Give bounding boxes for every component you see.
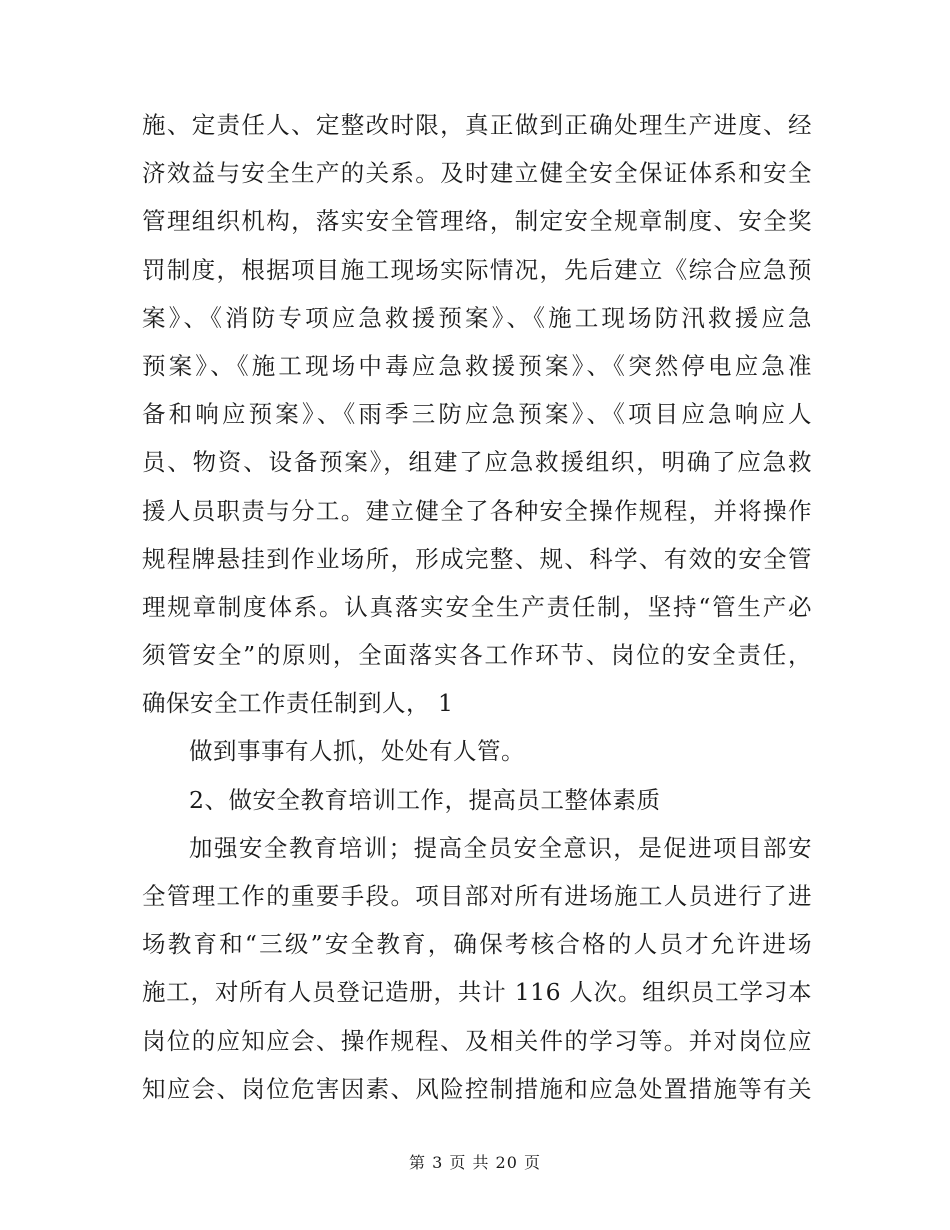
text-line: 管理组织机构，落实安全管理络，制定安全规章制度、安全奖	[142, 207, 812, 236]
text-line: 备和响应预案》、《雨季三防应急预案》、《项目应急响应人	[142, 400, 812, 429]
text-line: 2、做安全教育培训工作，提高员工整体素质	[189, 785, 661, 814]
text-line: 知应会、岗位危害因素、风险控制措施和应急处置措施等有关	[142, 1074, 812, 1103]
body-text	[142, 101, 812, 1113]
text-line: 规程牌悬挂到作业场所，形成完整、规、科学、有效的安全管	[142, 544, 812, 573]
text-line: 施、定责任人、定整改时限，真正做到正确处理生产进度、经	[142, 111, 812, 139]
text-line: 确保安全工作责任制到人， 1	[142, 689, 454, 718]
text-line: 场教育和“三级”安全教育，确保考核合格的人员才允许进场	[142, 930, 812, 959]
text-line: 预案》、《施工现场中毒应急救援预案》、《突然停电应急准	[142, 351, 812, 380]
text-line: 罚制度，根据项目施工现场实际情况，先后建立《综合应急预	[142, 255, 812, 284]
text-line: 施工，对所有人员登记造册，共计 116 人次。组织员工学习本	[142, 978, 812, 1007]
text-line: 案》、《消防专项应急救援预案》、《施工现场防汛救援应急	[142, 303, 812, 332]
text-line: 全管理工作的重要手段。项目部对所有进场施工人员进行了进	[142, 882, 812, 910]
text-line: 须管安全”的原则，全面落实各工作环节、岗位的安全责任，	[142, 641, 812, 670]
text-line: 理规章制度体系。认真落实安全生产责任制，坚持“管生产必	[142, 592, 812, 621]
text-line: 济效益与安全生产的关系。及时建立健全安全保证体系和安全	[142, 159, 812, 188]
text-line: 员、物资、设备预案》，组建了应急救援组织，明确了应急救	[142, 448, 812, 477]
text-line: 援人员职责与分工。建立健全了各种安全操作规程，并将操作	[142, 496, 812, 525]
text-line: 加强安全教育培训；提高全员安全意识，是促进项目部安	[189, 833, 812, 862]
text-line: 岗位的应知应会、操作规程、及相关件的学习等。并对岗位应	[142, 1026, 812, 1055]
text-line: 做到事事有人抓，处处有人管。	[189, 737, 525, 766]
page-footer: 第 3 页 共 20 页	[409, 1153, 541, 1172]
